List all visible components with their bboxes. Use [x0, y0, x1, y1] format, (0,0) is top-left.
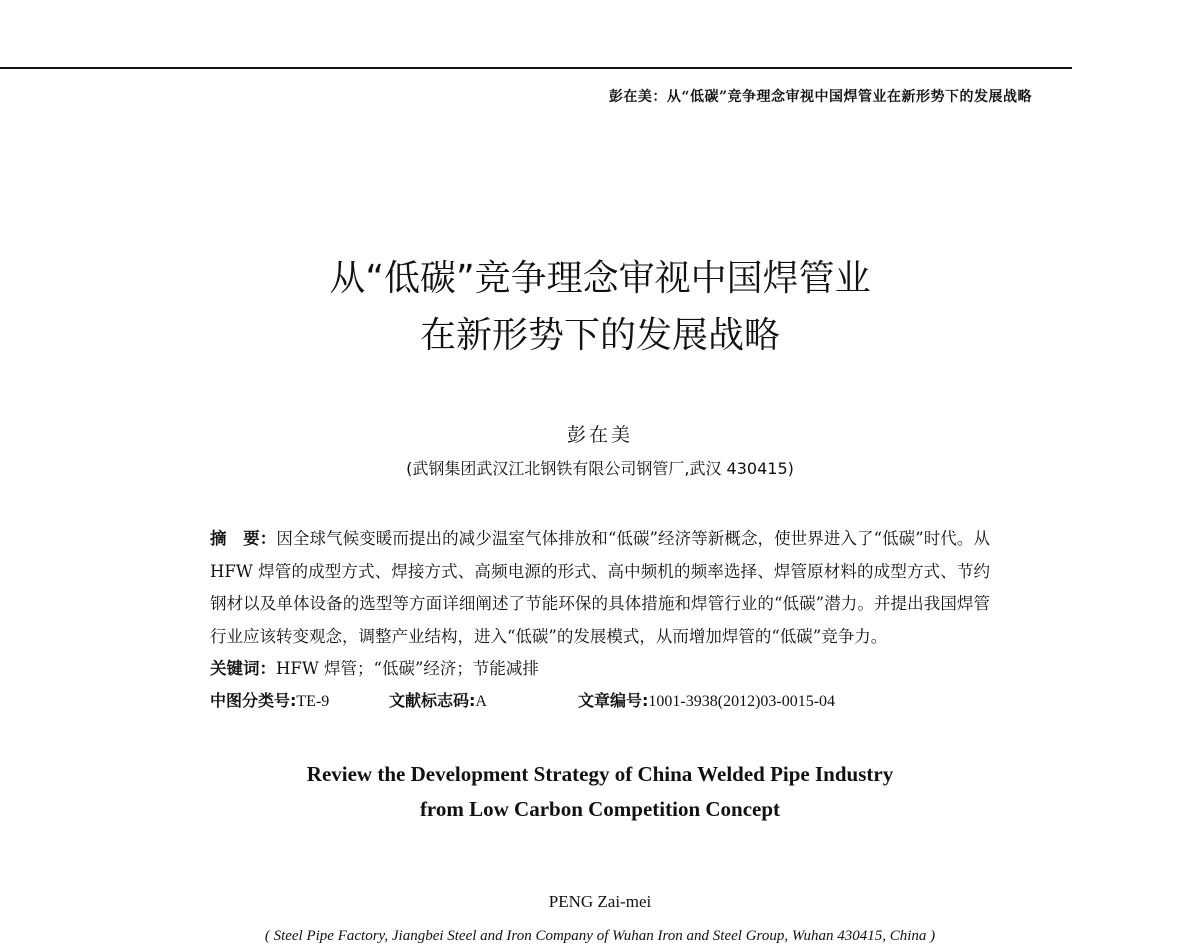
title-en-line-2: from Low Carbon Competition Concept: [419, 797, 781, 821]
article-no-value: 1001-3938(2012)03-0015-04: [648, 693, 836, 710]
abstract-text: 因全球气候变暖而提出的减少温室气体排放和“低碳”经济等新概念，使世界进入了“低碳”时代。从 HFW 焊管的成型方式、焊接方式、高频电源的形式、高中频机的频率选择、焊管原材料的成型方式、节约钢材以及单体设备的选型等方面详细阐述了节能环保的具体措施和焊管行业的“低碳”潜力。并提出我国焊管行业应该转变观念，调整产业结构，进入“低碳”的发展模式，从而增加焊管的“低碳”竞争力。: [210, 529, 990, 646]
title-en-line-1: Review the Development Strategy of China Welded Pipe Industry: [306, 762, 894, 786]
header-rule: [0, 67, 1072, 69]
title-cn-line-2: 在新形势下的发展战略: [419, 315, 780, 356]
title-cn-line-1: 从“低碳”竞争理念审视中国焊管业: [329, 258, 871, 299]
running-header: 彭在美：从“低碳”竞争理念审视中国焊管业在新形势下的发展战略: [608, 89, 1032, 105]
doc-code-label: 文献标志码:: [389, 691, 476, 710]
affiliation-cn: (武钢集团武汉江北钢铁有限公司钢管厂,武汉 430415): [406, 459, 794, 478]
clc-value: TE-9: [296, 693, 330, 710]
doc-code-value: A: [475, 693, 487, 710]
article-no-label: 文章编号:: [578, 691, 649, 710]
clc-label: 中图分类号:: [210, 691, 297, 710]
keywords-label: 关键词：: [210, 659, 276, 678]
keywords-text: HFW 焊管；“低碳”经济；节能减排: [276, 659, 539, 678]
author-en: PENG Zai-mei: [548, 892, 652, 911]
keywords: [210, 655, 539, 679]
classification-line: [210, 688, 835, 711]
affiliation-en: ( Steel Pipe Factory, Jiangbei Steel and Iron Company of Wuhan Iron and Steel Group, Wuhan 430415, China ): [264, 928, 936, 944]
abstract-label: 摘 要：: [210, 529, 277, 548]
abstract: [210, 523, 990, 653]
author-cn: 彭在美: [566, 424, 633, 446]
